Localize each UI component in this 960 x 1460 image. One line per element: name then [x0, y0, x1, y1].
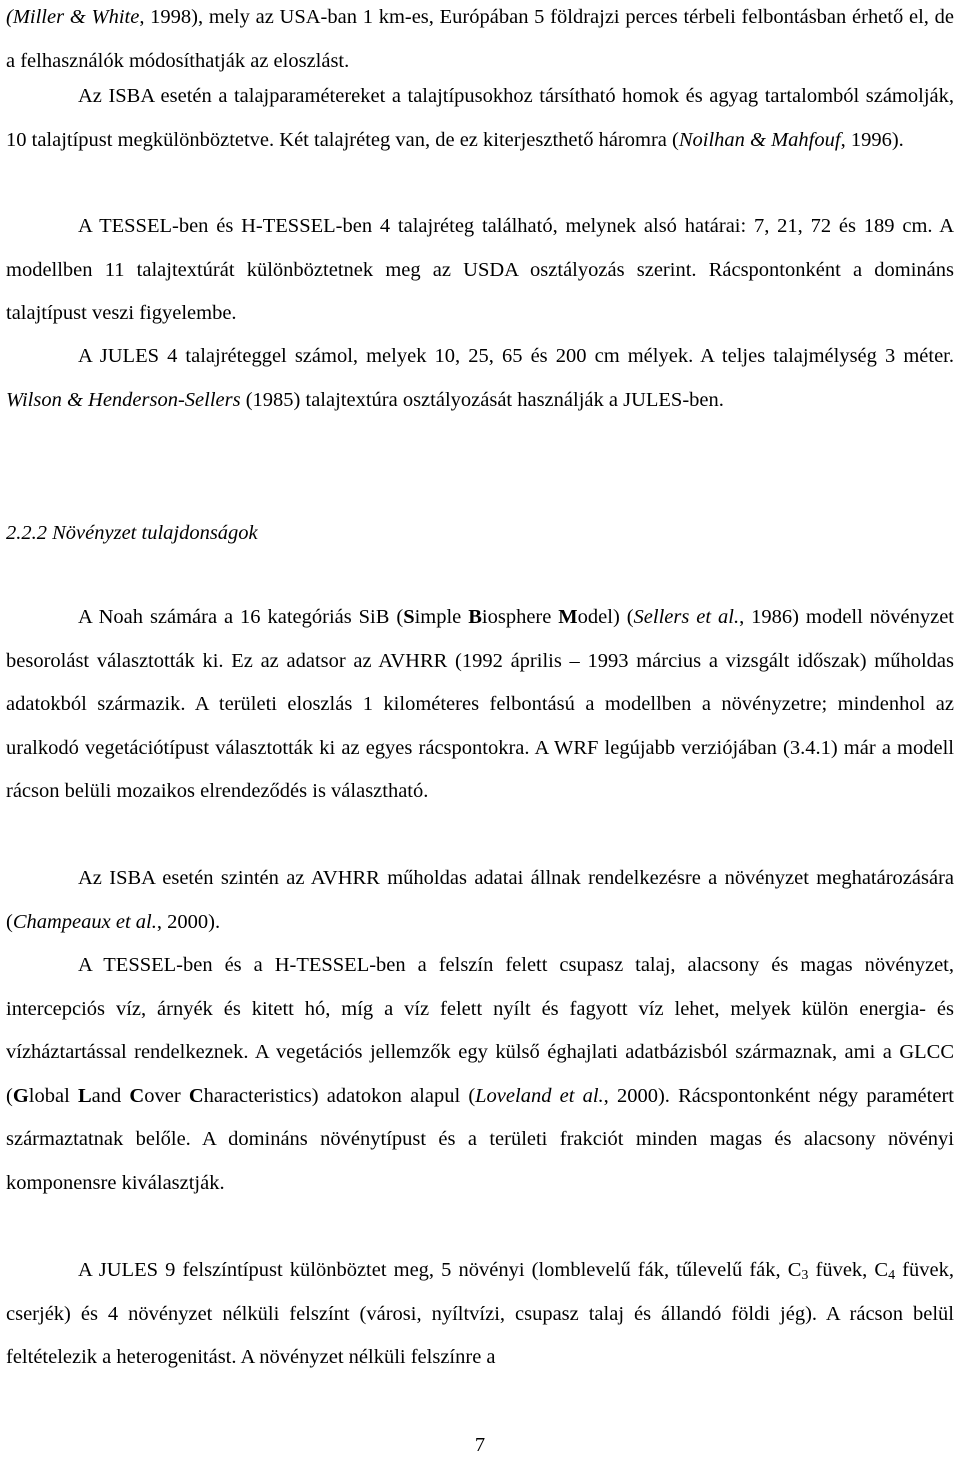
paragraph-7: A TESSEL-ben és a H-TESSEL-ben a felszín felett csupasz talaj, alacsony és magas növényzet, intercepciós víz, árnyék és kitett hó, míg a víz felett nyílt és fagyott víz lehet, melyek külön energia- és vízháztartással rendelkeznek. A vegetációs jellemzők egy külső éghajlati adatbázisból származnak, ami a GLCC (Global Land Cover Characteristics) adatokon alapul (Loveland et al., 2000). Rácspontonként négy paramétert származtatnak belőle. A domináns növénytípust és a területi frakciót minden magas és alacsony növényi komponensre kiválasztják. — [6, 954, 954, 1194]
paragraph-3: A TESSEL-ben és H-TESSEL-ben 4 talajréteg található, melynek alsó határai: 7, 21, 72 és 189 cm. A modellben 11 talajtextúrát különböztetnek meg az USDA osztályozás szerint. Rácspontonként a domináns talajtípust veszi figyelembe. — [6, 215, 954, 325]
citation: Sellers et al. — [633, 606, 740, 628]
paragraph-8: A JULES 9 felszíntípust különböztet meg, 5 növényi (lomblevelű fák, tűlevelű fák, $C_3$ füvek, $C_4$ füvek, cserjék) és 4 növényzet nélküli felszínt (városi, nyíltvízi, csupasz talaj és állandó földi jég). A rácson belül feltételezik a heterogenitást. A növényzet nélküli felszínre a — [6, 1259, 954, 1369]
page-number: 7 — [474, 1434, 486, 1456]
paragraph-5: A Noah számára a 16 kategóriás SiB (Simple Biosphere Model) (Sellers et al., 1986) modell növényzet besorolást választották ki. Ez az adatsor az AVHRR (1992 április – 1993 március a vizsgált időszak) műholdas adatokból származik. A területi eloszlás 1 kilométeres felbontású a modellben a növényzetre; mindenhol az uralkodó vegetációtípust választották ki az egyes rácspontokra. A WRF legújabb verziójában (3.4.1) már a modell rácson belüli mozaikos elrendeződés is választható. — [6, 606, 955, 803]
citation: Champeaux et al. — [12, 910, 157, 933]
citation: Wilson & Henderson-Sellers — [6, 388, 241, 411]
citation: Loveland et al. — [475, 1084, 604, 1107]
paragraph-2: Az ISBA esetén a talajparamétereket a talajtípusokhoz társítható homok és agyag tartalomból számolják, 10 talajtípust megkülönböztetve. Két talajréteg van, de ez kiterjeszthető háromra (Noilhan & Mahfouf, 1996). — [6, 85, 954, 151]
paragraph-1: (Miller & White, 1998), mely az USA-ban 1 km-es, Európában 5 földrajzi perces térbeli felbontásban érhető el, de a felhasználók módosíthatják az eloszlást. — [6, 6, 954, 72]
paragraph-4: A JULES 4 talajréteggel számol, melyek 10, 25, 65 és 200 cm mélyek. A teljes talajmélység 3 méter. Wilson & Henderson-Sellers (1985) talajtextúra osztályozását használják a JULES-ben. — [6, 345, 954, 411]
citation: Noilhan & Mahfouf — [678, 128, 841, 151]
citation: (Miller & White — [6, 6, 140, 28]
paragraph-6: Az ISBA esetén szintén az AVHRR műholdas adatai állnak rendelkezésre a növényzet meghatározására (Champeaux et al., 2000). — [6, 867, 954, 933]
section-heading: 2.2.2 Növényzet tulajdonságok — [6, 522, 258, 544]
